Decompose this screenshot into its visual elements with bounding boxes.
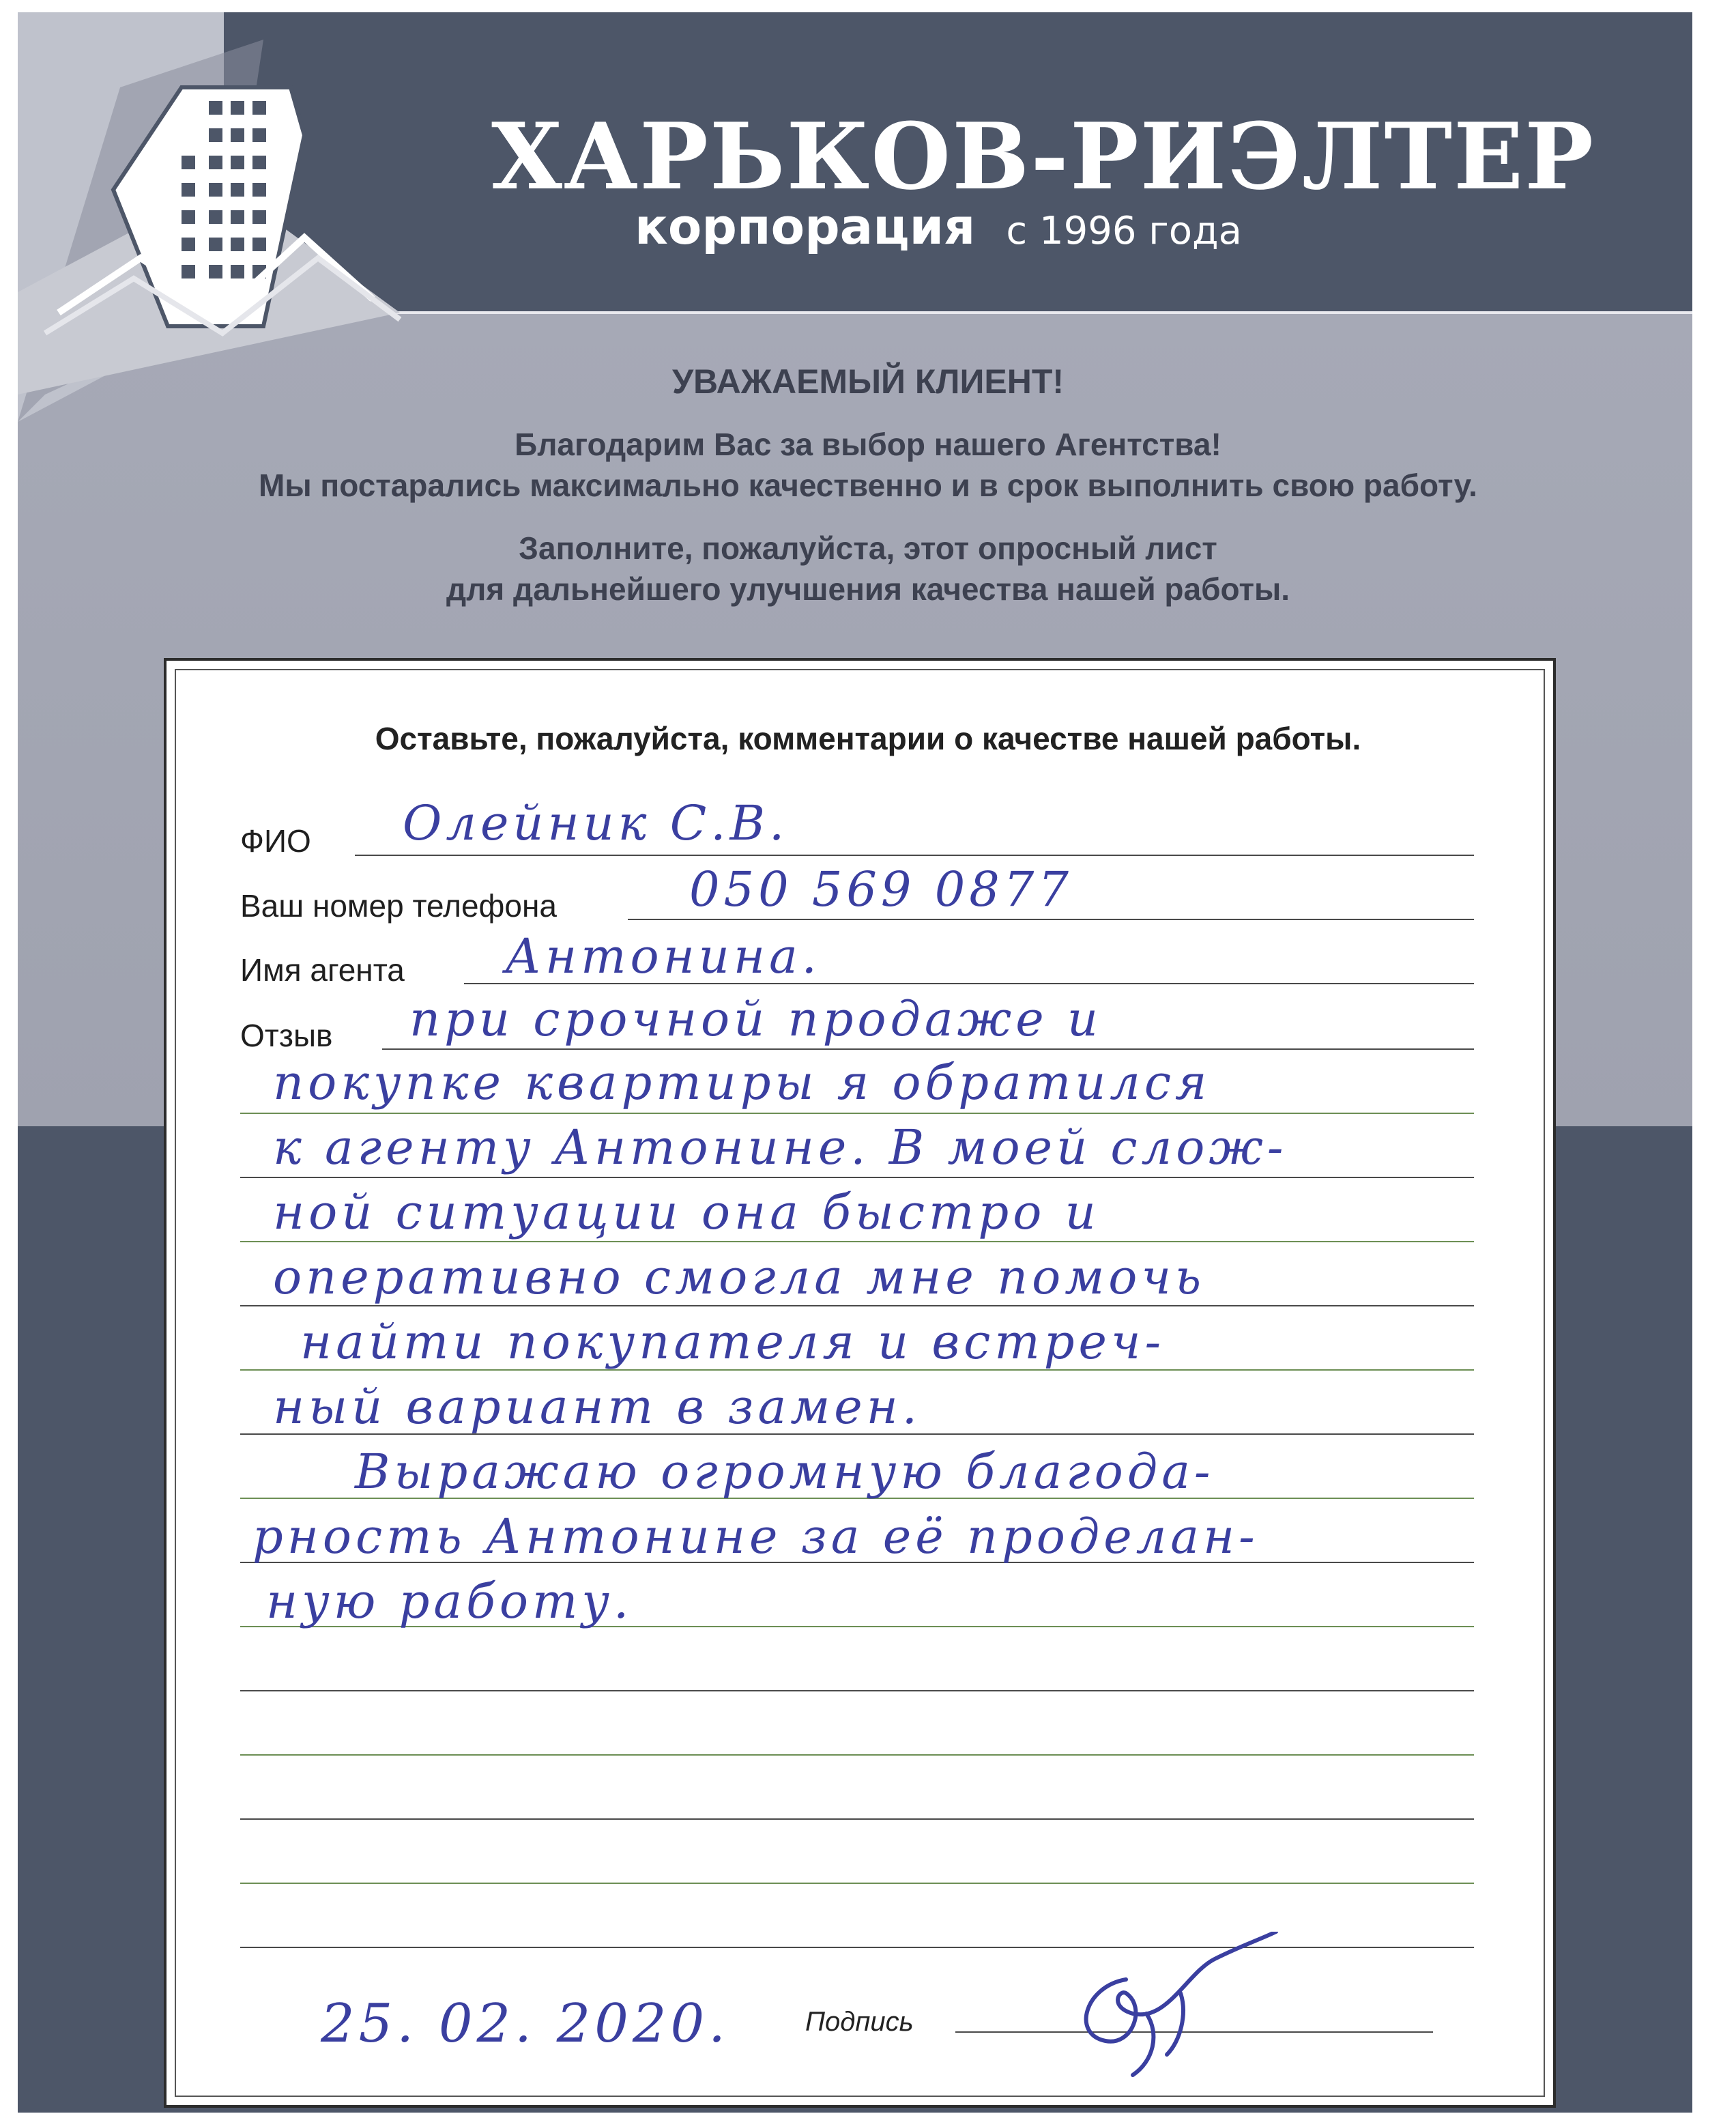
phone-label: Ваш номер телефона — [240, 888, 557, 924]
founded-label: с 1996 года — [1006, 209, 1242, 253]
review-text-line[interactable]: ный вариант в замен. — [273, 1379, 922, 1435]
review-line-rule — [240, 1818, 1474, 1820]
phone-line — [628, 919, 1474, 920]
company-subtitle — [635, 198, 1242, 255]
review-text-line[interactable]: ной ситуации она быстро и — [273, 1184, 1100, 1240]
greeting-line-1: Благодарим Вас за выбор нашего Агентства! — [515, 427, 1221, 462]
review-text-line[interactable]: рность Антонине за её проделан- — [252, 1509, 1259, 1564]
phone-value[interactable]: 050 569 0877 — [689, 861, 1073, 917]
review-text-line[interactable]: ную работу. — [266, 1573, 633, 1629]
review-line-rule — [240, 1754, 1474, 1756]
review-line-rule — [240, 1883, 1474, 1884]
greeting-title: УВАЖАЕМЫЙ КЛИЕНТ! — [671, 362, 1065, 401]
corporation-label: корпорация — [635, 198, 976, 255]
review-text-line[interactable]: к агенту Антонине. В моей слож- — [273, 1119, 1288, 1175]
greeting-line-4: для дальнейшего улучшения качества нашей работы. — [446, 571, 1290, 607]
review-line-rule — [240, 1305, 1474, 1306]
form-heading: Оставьте, пожалуйста, комментарии о качестве нашей работы. — [375, 721, 1361, 756]
review-line-rule — [240, 1177, 1474, 1178]
review-label: Отзыв — [240, 1018, 333, 1053]
review-text-line[interactable]: найти покупателя и встреч- — [300, 1314, 1166, 1370]
fio-label: ФИО — [240, 823, 311, 859]
fio-line — [355, 855, 1474, 856]
agent-label: Имя агента — [240, 952, 405, 988]
agent-value[interactable]: Антонина. — [505, 928, 821, 984]
building-logo-icon — [18, 12, 427, 422]
review-text-line[interactable]: Выражаю огромную благода- — [355, 1444, 1215, 1500]
greeting-line-3: Заполните, пожалуйста, этот опросный лист — [519, 530, 1217, 566]
date-value[interactable]: 25. 02. 2020. — [321, 1993, 729, 2055]
review-line-rule — [240, 1241, 1474, 1242]
company-name: ХАРЬКОВ-РИЭЛТЕР — [491, 102, 1595, 210]
review-line-rule — [240, 1113, 1474, 1114]
signature-label: Подпись — [805, 2007, 914, 2037]
review-line-rule — [240, 1690, 1474, 1691]
review-text-line[interactable]: покупке квартиры я обратился — [273, 1055, 1211, 1111]
review-text-line[interactable]: оперативно смогла мне помочь — [273, 1249, 1206, 1305]
handwritten-signature[interactable] — [1044, 1932, 1290, 2082]
greeting-line-2: Мы постарались максимально качественно и в срок выполнить свою работу. — [259, 468, 1477, 503]
review-text-line[interactable]: при срочной продаже и — [409, 991, 1102, 1047]
review-line-rule — [382, 1048, 1474, 1050]
fio-value[interactable]: Олейник С.В. — [403, 795, 789, 851]
